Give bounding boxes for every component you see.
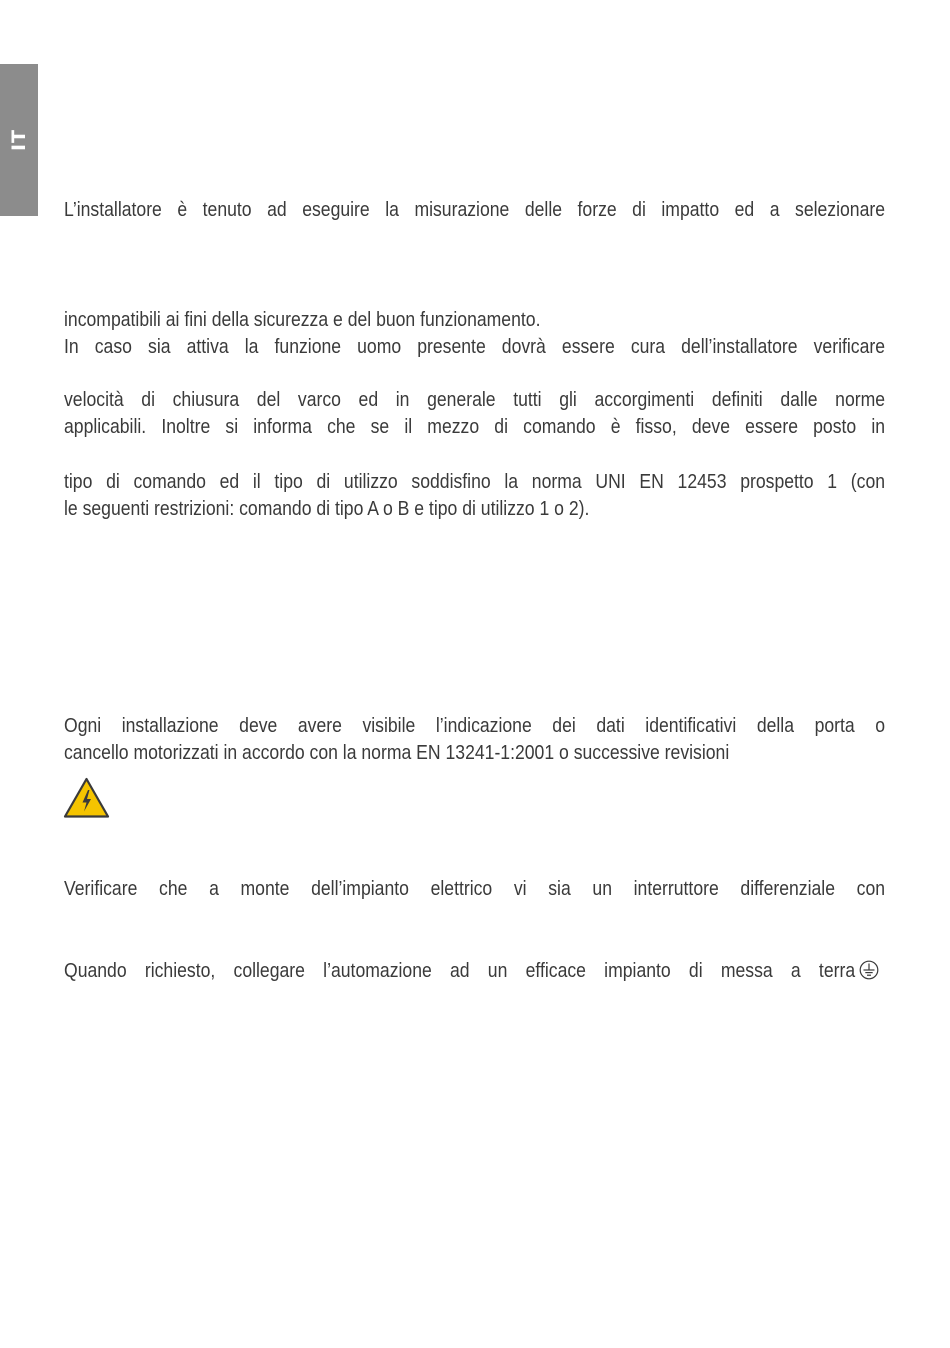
paragraph-dead-man-line-4: tipo di comando ed il tipo di utilizzo soddisfino la norma UNI EN 12453 prospetto 1 (con	[64, 471, 886, 493]
earth-ground-icon	[859, 960, 879, 980]
paragraph-dead-man-line-1: In caso sia attiva la funzione uomo presente dovrà essere cura dell’installatore verificare	[64, 336, 886, 358]
language-tab-label: IT	[8, 128, 30, 152]
paragraph-differential-switch-line-1: Verificare che a monte dell’impianto elettrico vi sia un interruttore differenziale con	[64, 878, 886, 900]
paragraph-impact-forces-line-1: L’installatore è tenuto ad eseguire la misurazione delle forze di impatto ed a selezionare	[64, 199, 886, 221]
paragraph-earthing-text: Quando richiesto, collegare l’automazione ad un efficace impianto di messa a terra	[64, 960, 856, 982]
paragraph-dead-man-line-2: velocità di chiusura del varco ed in generale tutti gli accorgimenti definiti dalle norme	[64, 389, 886, 411]
paragraph-earthing-line-1	[64, 958, 885, 985]
paragraph-identification-line-2: cancello motorizzati in accordo con la norma EN 13241-1:2001 o successive revisioni	[64, 742, 730, 764]
language-tab	[0, 64, 38, 216]
paragraph-dead-man-line-3: applicabili. Inoltre si informa che se il mezzo di comando è fisso, deve essere posto in	[64, 416, 886, 438]
paragraph-identification-line-1: Ogni installazione deve avere visibile l’indicazione dei dati identificativi della porta o	[64, 715, 886, 737]
paragraph-incompatibility-line-1: incompatibili ai fini della sicurezza e del buon funzionamento.	[64, 309, 541, 331]
paragraph-dead-man-line-5: le seguenti restrizioni: comando di tipo A o B e tipo di utilizzo 1 o 2).	[64, 498, 590, 520]
electrical-hazard-warning-icon	[63, 777, 110, 819]
